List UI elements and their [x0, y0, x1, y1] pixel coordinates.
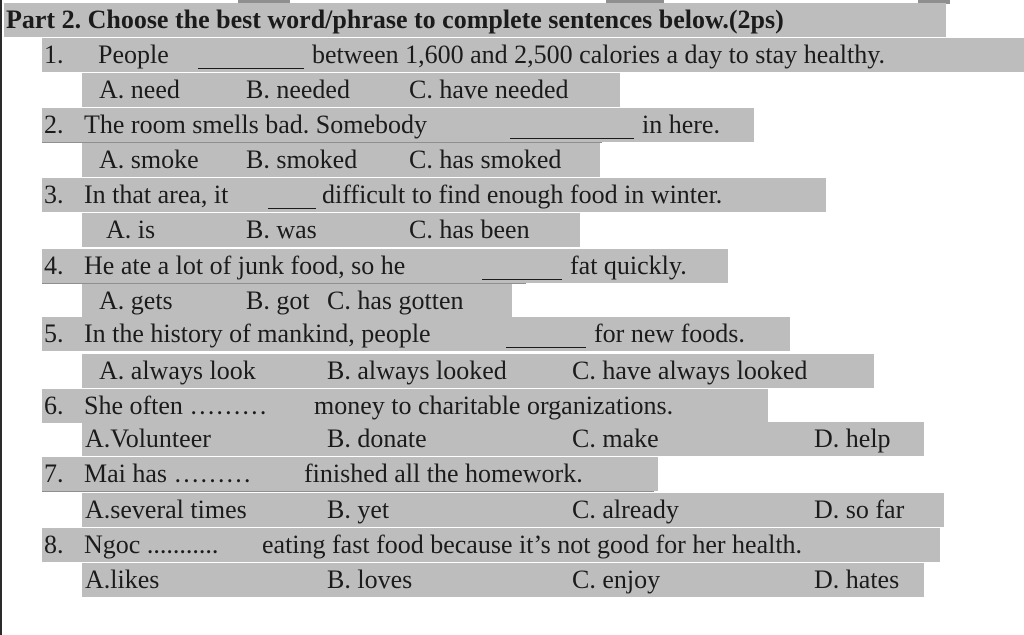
- options-3: [82, 213, 580, 247]
- option-d[interactable]: D. hates: [814, 565, 900, 594]
- underline-rule: [42, 491, 654, 492]
- options-1: [82, 73, 620, 107]
- option-c[interactable]: C. enjoy: [572, 565, 661, 594]
- options-8: [82, 563, 924, 597]
- question-8: [42, 528, 940, 562]
- question-number: 3.: [44, 180, 64, 209]
- answer-blank[interactable]: [482, 279, 562, 280]
- options-5: [82, 354, 874, 388]
- option-b[interactable]: B. loves: [327, 565, 413, 594]
- question-text-before: He ate a lot of junk food, so he: [84, 251, 406, 280]
- question-number: 5.: [44, 319, 64, 348]
- options-2: [82, 143, 600, 177]
- question-text-after: difficult to find enough food in winter.: [322, 180, 723, 209]
- section-heading: Part 2. Choose the best word/phrase to complete sentences below.(2ps): [6, 5, 784, 34]
- question-number: 1.: [44, 40, 64, 69]
- answer-blank[interactable]: [506, 347, 586, 348]
- page-border: [0, 0, 2, 635]
- question-6: [42, 389, 768, 423]
- question-4: [42, 249, 728, 283]
- question-text-before: Ngoc ...........: [84, 530, 219, 559]
- option-a[interactable]: A.Volunteer: [85, 424, 211, 453]
- options-4: [82, 284, 512, 318]
- answer-blank[interactable]: [510, 138, 634, 139]
- answer-blank[interactable]: [198, 68, 304, 69]
- option-a[interactable]: A. is: [106, 215, 156, 244]
- option-d[interactable]: D. so far: [814, 495, 905, 524]
- answer-blank[interactable]: [268, 208, 316, 209]
- option-c[interactable]: C. already: [572, 495, 679, 524]
- option-b[interactable]: B. donate: [327, 424, 427, 453]
- options-7: [82, 493, 944, 527]
- option-a[interactable]: A.several times: [85, 495, 247, 524]
- question-text-after: between 1,600 and 2,500 calories a day to stay healthy.: [312, 40, 886, 69]
- option-b[interactable]: B. got: [246, 286, 310, 315]
- option-c[interactable]: C. make: [572, 424, 659, 453]
- option-b[interactable]: B. needed: [246, 75, 350, 104]
- question-5: [42, 317, 790, 351]
- question-text-after: money to charitable organizations.: [314, 391, 674, 420]
- option-a[interactable]: A. always look: [99, 356, 256, 385]
- question-text-before: The room smells bad. Somebody: [84, 110, 428, 139]
- question-text-after: in here.: [642, 110, 720, 139]
- question-7: [42, 457, 658, 491]
- question-number: 7.: [44, 459, 64, 488]
- options-6: [82, 422, 924, 456]
- question-number: 6.: [44, 391, 64, 420]
- option-b[interactable]: B. smoked: [246, 145, 358, 174]
- question-text-before: In that area, it: [84, 180, 229, 209]
- option-a[interactable]: A. gets: [99, 286, 173, 315]
- question-text-before: She often ………: [84, 391, 268, 420]
- question-number: 2.: [44, 110, 64, 139]
- option-d[interactable]: D. help: [814, 424, 891, 453]
- question-text-after: finished all the homework.: [304, 459, 583, 488]
- question-text-before: Mai has ………: [84, 459, 252, 488]
- section-heading-row: [4, 3, 946, 37]
- option-a[interactable]: A.likes: [85, 565, 160, 594]
- question-2: [42, 108, 754, 142]
- option-b[interactable]: B. yet: [327, 495, 390, 524]
- question-text-before: In the history of mankind, people: [84, 319, 431, 348]
- option-a[interactable]: A. need: [99, 75, 180, 104]
- question-1: [42, 38, 1024, 72]
- question-text-after: for new foods.: [594, 319, 745, 348]
- question-3: [42, 178, 826, 212]
- question-text-after: fat quickly.: [570, 251, 687, 280]
- option-b[interactable]: B. was: [246, 215, 317, 244]
- question-number: 8.: [44, 530, 64, 559]
- option-c[interactable]: C. has been: [409, 215, 530, 244]
- option-b[interactable]: B. always looked: [327, 356, 507, 385]
- question-text-before: People: [98, 40, 169, 69]
- option-c[interactable]: C. have needed: [409, 75, 569, 104]
- question-number: 4.: [44, 251, 64, 280]
- option-a[interactable]: A. smoke: [99, 145, 199, 174]
- question-text-after: eating fast food because it’s not good for her health.: [262, 530, 803, 559]
- option-c[interactable]: C. has smoked: [409, 145, 562, 174]
- option-c[interactable]: C. has gotten: [327, 286, 464, 315]
- option-c[interactable]: C. have always looked: [572, 356, 808, 385]
